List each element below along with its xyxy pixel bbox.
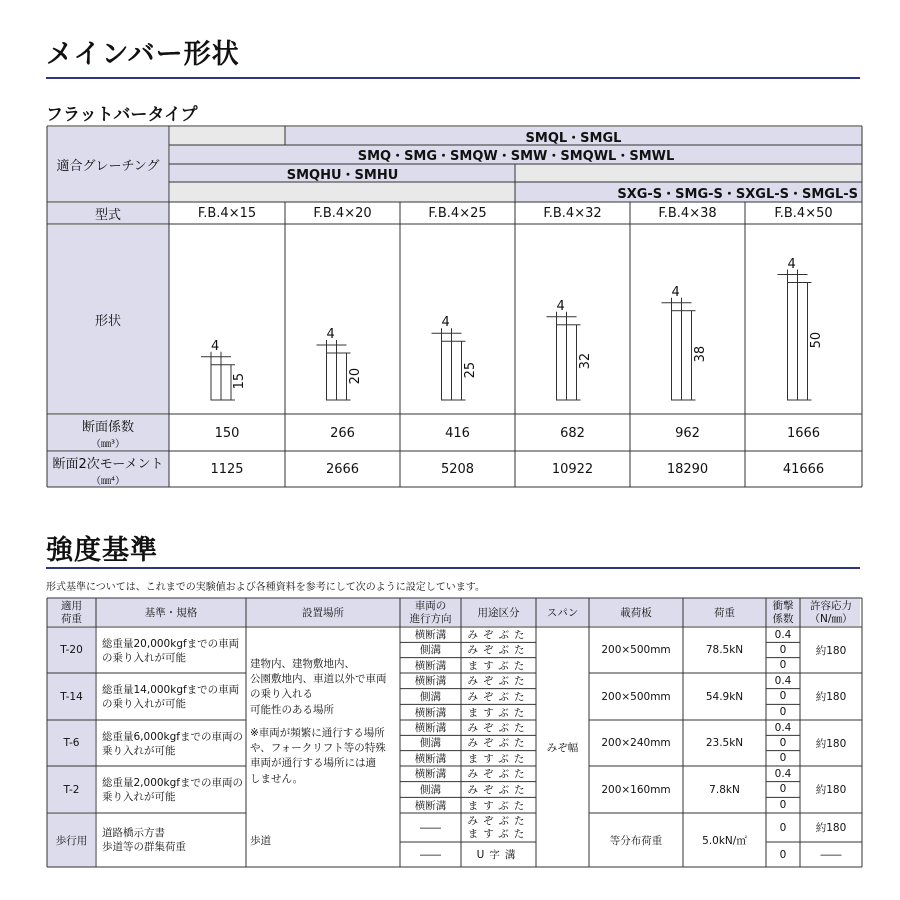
strength-title: 強度基準 — [46, 535, 158, 566]
model-cell: F.B.4×38 — [658, 206, 717, 221]
walk-direction-cell: ―― — [420, 848, 441, 861]
walk-location-cell: 歩道 — [250, 834, 271, 847]
span-cell: みぞ幅 — [546, 741, 579, 754]
header-span: スパン — [546, 606, 579, 619]
impact-cell: 0 — [779, 659, 787, 672]
page-title: メインバー形状 — [46, 39, 240, 70]
walk-stress-cell: ―― — [820, 848, 842, 861]
stress-cell: 約180 — [815, 784, 847, 796]
standard-line2: の乗り入れが可能 — [102, 698, 186, 710]
header-stress-line2: （N/㎜） — [809, 613, 853, 625]
walk-plate-cell: 等分布荷重 — [609, 834, 663, 847]
header-load-class-line1: 適用 — [61, 600, 82, 612]
header-plate: 載荷板 — [620, 606, 652, 619]
stress-cell: 約180 — [815, 644, 847, 657]
height-dimension-label: 15 — [232, 373, 248, 390]
standard-line1: 総重量14,000kgfまでの車両 — [102, 684, 240, 696]
load-cell: 54.9kN — [705, 690, 744, 703]
standard-line1: 総重量2,000kgfまでの車両の — [102, 777, 244, 789]
width-dimension-label: 4 — [211, 338, 220, 354]
section-modulus-unit: （㎜³） — [90, 439, 125, 450]
use-cell: みぞぶた — [467, 737, 530, 750]
section-modulus-text: 断面係数 — [81, 420, 134, 435]
standard-line2: 乗り入れが可能 — [102, 744, 176, 757]
impact-cell: 0.4 — [774, 767, 792, 780]
section-modulus-cell: 682 — [560, 425, 585, 441]
standard-line2: 乗り入れが可能 — [102, 791, 176, 803]
use-cell: ますぶた — [467, 706, 530, 719]
location-line: 可能性のある場所 — [250, 703, 334, 716]
model-cell: F.B.4×25 — [428, 206, 487, 221]
use-cell: ますぶた — [467, 799, 530, 812]
height-dimension-label: 25 — [462, 361, 478, 379]
header-direction-line1: 車両の — [414, 600, 447, 612]
impact-cell: 0.4 — [774, 721, 792, 734]
width-dimension-label: 4 — [671, 284, 680, 300]
header-impact-line2: 係数 — [772, 613, 794, 625]
walk-standard-line1: 道路橋示方書 — [102, 826, 165, 839]
use-cell: みぞぶた — [467, 783, 530, 796]
standard-line1: 総重量6,000kgfまでの車両の — [102, 730, 244, 743]
location-line: の乗り入れる — [250, 688, 313, 701]
header-location: 設置場所 — [302, 606, 344, 619]
header-direction-line2: 進行方向 — [409, 613, 452, 625]
walk-standard-line2: 歩道等の群集荷重 — [102, 840, 186, 853]
direction-cell: 横断溝 — [414, 706, 447, 719]
impact-cell: 0.4 — [774, 674, 792, 687]
group-smq: SMQ・SMG・SMQW・SMW・SMQWL・SMWL — [170, 145, 862, 164]
impact-cell: 0 — [779, 799, 787, 812]
impact-cell: 0 — [779, 783, 787, 796]
height-dimension-label: 38 — [692, 346, 708, 363]
stress-cell: 約180 — [815, 737, 847, 750]
header-impact-line1: 衝撃 — [772, 600, 794, 612]
height-dimension-label: 32 — [577, 353, 593, 370]
direction-cell: 横断溝 — [414, 722, 447, 735]
header-load-class-line2: 荷重 — [61, 613, 82, 625]
header-use: 用途区分 — [477, 606, 520, 619]
direction-cell: 横断溝 — [414, 659, 447, 672]
use-cell: みぞぶた — [467, 644, 530, 657]
direction-cell: 横断溝 — [414, 799, 447, 812]
direction-cell: 横断溝 — [414, 675, 447, 688]
width-dimension-label: 4 — [326, 327, 335, 342]
plate-cell: 200×500mm — [601, 690, 671, 703]
width-dimension-label: 4 — [556, 298, 565, 314]
section-modulus-cell: 416 — [445, 425, 470, 441]
group-smql: SMQL・SMGL — [285, 127, 862, 145]
height-dimension-label: 20 — [347, 367, 363, 384]
load-cell: 78.5kN — [705, 644, 744, 656]
moment-cell: 1125 — [210, 462, 244, 477]
use-cell: ますぶた — [467, 659, 530, 672]
model-cell: F.B.4×20 — [313, 206, 372, 221]
location-note-line: 車両が通行する場所には適 — [250, 757, 376, 770]
shape-label: 形状 — [47, 225, 169, 414]
use-cell: ますぶた — [467, 752, 530, 765]
direction-cell: 側溝 — [420, 737, 441, 750]
stress-cell: 約180 — [815, 691, 847, 703]
direction-cell: 側溝 — [420, 690, 441, 703]
load-cell: 7.8kN — [709, 783, 740, 796]
section-modulus-cell: 150 — [214, 425, 240, 441]
width-dimension-label: 4 — [787, 256, 796, 272]
header-standard: 基準・規格 — [144, 606, 198, 619]
header-stress-line1: 許容応力 — [810, 600, 852, 612]
location-cell — [250, 657, 387, 787]
impact-cell: 0 — [779, 706, 787, 719]
group-smqhu: SMQHU・SMHU — [170, 164, 515, 182]
moment-cell: 5208 — [440, 462, 475, 477]
moment-cell: 41666 — [782, 462, 825, 477]
standard-line2: の乗り入れが可能 — [102, 651, 186, 664]
plate-cell: 200×160mm — [601, 783, 671, 796]
plate-cell: 200×500mm — [601, 644, 671, 656]
location-note-line: ※車両が頻繁に通行する場所 — [250, 726, 385, 739]
load-class-cell: T-2 — [63, 783, 80, 796]
use-cell: みぞぶた — [467, 675, 530, 688]
use-cell: みぞぶた — [467, 629, 530, 642]
location-line: 公園敷地内、車道以外で車両 — [250, 673, 387, 686]
moment-cell: 2666 — [325, 462, 360, 477]
plate-cell: 200×240mm — [601, 737, 671, 749]
direction-cell: 横断溝 — [414, 752, 447, 765]
group-sxg: SXG-S・SMG-S・SXGL-S・SMGL-S — [515, 182, 862, 202]
walk-class-cell: 歩行用 — [55, 834, 88, 847]
location-note-line: や、フォークリフト等の特殊 — [250, 742, 386, 755]
model-cell: F.B.4×15 — [197, 206, 257, 221]
impact-cell: 0 — [779, 736, 787, 749]
moment-cell: 10922 — [551, 462, 594, 477]
use-cell: みぞぶた — [467, 690, 530, 703]
impact-cell: 0.4 — [774, 628, 792, 641]
impact-cell: 0 — [779, 643, 787, 656]
impact-cell: 0 — [779, 690, 787, 703]
section-modulus-cell: 266 — [330, 425, 355, 441]
load-cell: 23.5kN — [705, 737, 744, 749]
walk-use-cell: みぞぶた — [467, 815, 530, 827]
model-cell: F.B.4×32 — [543, 206, 602, 221]
location-note-line: しません。 — [250, 772, 304, 785]
location-line: 建物内、建物敷地内、 — [250, 658, 355, 670]
direction-cell: 横断溝 — [414, 768, 447, 781]
load-class-cell: T-6 — [63, 737, 80, 749]
flatbar-subtitle: フラットバータイプ — [46, 105, 198, 125]
walk-stress-cell: 約180 — [815, 822, 847, 834]
impact-cell: 0 — [779, 752, 787, 765]
direction-cell: 側溝 — [420, 783, 441, 796]
walk-use-cell: U字溝 — [476, 849, 521, 861]
walk-load-cell: 5.0kN/㎡ — [702, 834, 747, 847]
direction-cell: 横断溝 — [414, 629, 447, 642]
strength-note: 形式基準については、これまでの実験値および各種資料を参考にして次のように設定しています。 — [46, 582, 485, 593]
model-cell: F.B.4×50 — [774, 206, 833, 221]
grating-label: 適合グレーチング — [47, 127, 169, 202]
moment-cell: 18290 — [666, 462, 709, 477]
standard-line1: 総重量20,000kgfまでの車両 — [102, 637, 240, 650]
walk-impact-cell: 0 — [779, 848, 787, 861]
width-dimension-label: 4 — [441, 315, 450, 331]
section-modulus-cell: 962 — [675, 425, 700, 441]
section-modulus-cell: 1666 — [786, 425, 821, 441]
moment-text: 断面2次モーメント — [52, 456, 164, 472]
walk-impact-cell: 0 — [779, 821, 787, 834]
use-cell: みぞぶた — [467, 768, 530, 781]
use-cell: みぞぶた — [467, 722, 530, 735]
load-class-cell: T-20 — [60, 644, 83, 656]
direction-cell: 側溝 — [420, 644, 441, 657]
model-label: 型式 — [47, 203, 169, 224]
moment-unit: （㎜⁴） — [90, 475, 125, 487]
walk-use-cell: ますぶた — [467, 828, 530, 840]
header-load: 荷重 — [714, 606, 735, 619]
load-class-cell: T-14 — [60, 690, 83, 703]
walk-direction-cell: ―― — [420, 821, 441, 834]
height-dimension-label: 50 — [808, 332, 824, 349]
